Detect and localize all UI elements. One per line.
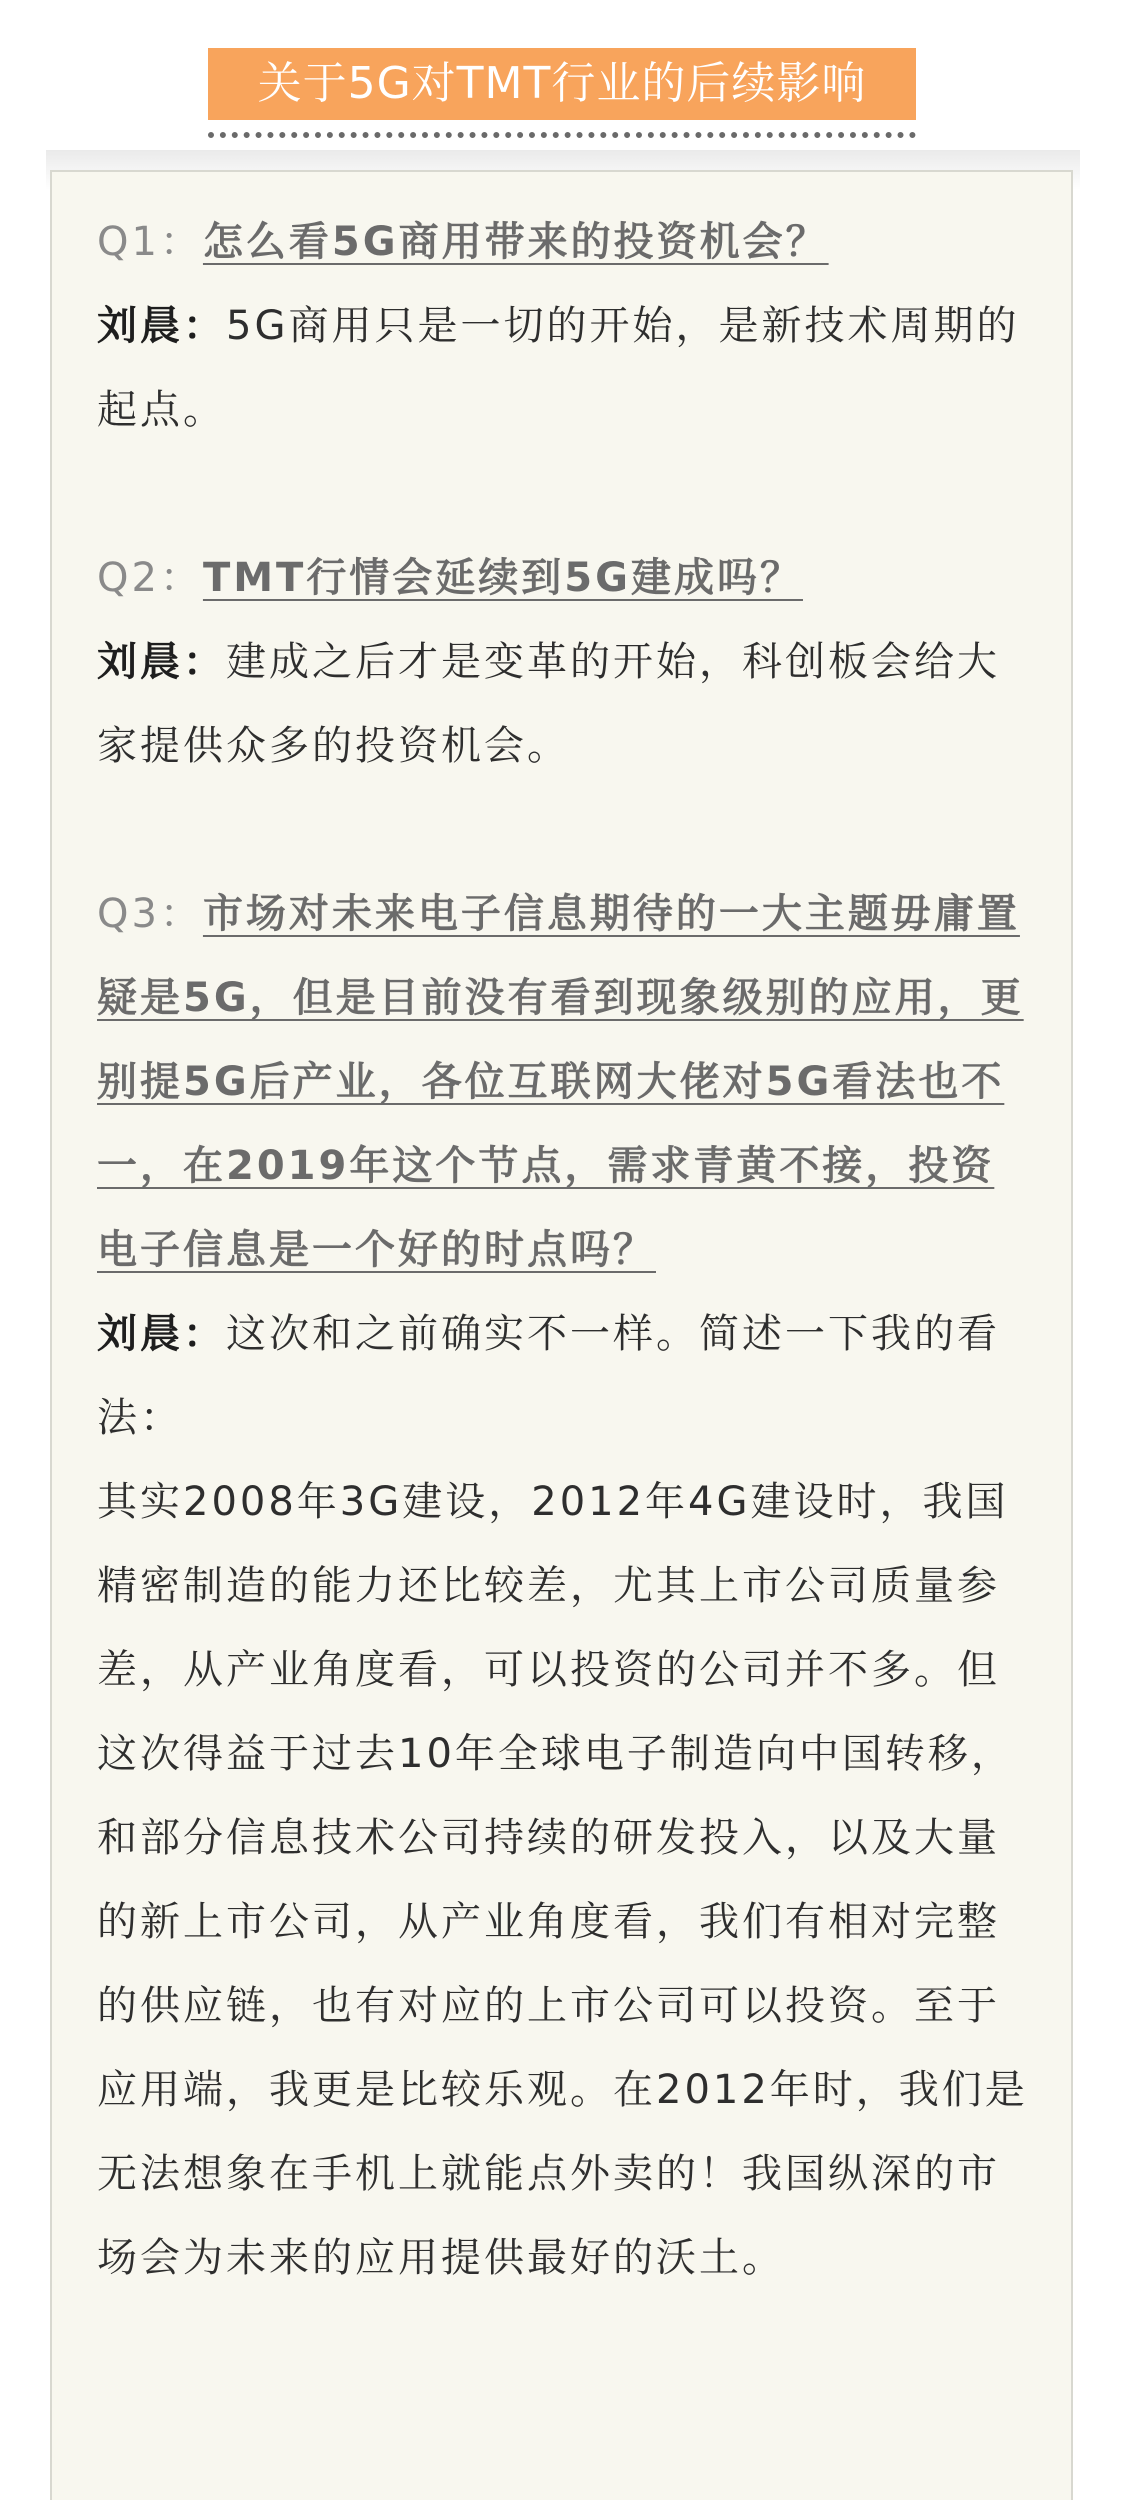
qa-item-1: [97, 200, 1030, 452]
answer-line: [97, 620, 1030, 788]
question-text: 怎么看5G商用带来的投资机会？: [202, 219, 829, 265]
question-number: Q3：: [97, 891, 203, 937]
section-title: 关于5G对TMT行业的后续影响: [208, 48, 916, 120]
answer-text: 这次和之前确实不一样。简述一下我的看法：: [97, 1311, 1000, 1441]
question-number: Q2：: [97, 555, 203, 601]
answer-line: [97, 1292, 1030, 1460]
question-text: 市场对未来电子信息期待的一大主题毋庸置疑是5G，但是目前没有看到现象级别的应用，更别提5G后产业，各位互联网大佬对5G看法也不一，在2019年这个节点，需求青黄不接，投资电子信息是一个好的时点吗？: [97, 891, 1024, 1273]
question-line: [97, 872, 1030, 1292]
question-number: Q1：: [97, 219, 203, 265]
speaker-name: 刘晨：: [97, 1311, 226, 1357]
speaker-name: 刘晨：: [97, 303, 226, 349]
qa-item-2: [97, 536, 1030, 788]
answer-line: [97, 284, 1030, 452]
question-text: TMT行情会延续到5G建成吗？: [202, 555, 803, 601]
answer-text: 5G商用只是一切的开始，是新技术周期的起点。: [97, 303, 1020, 433]
question-line: [97, 536, 1030, 620]
answer-paragraph: 其实2008年3G建设，2012年4G建设时，我国精密制造的能力还比较差，尤其上市公司质量参差，从产业角度看，可以投资的公司并不多。但这次得益于过去10年全球电子制造向中国转移，和部分信息技术公司持续的研发投入，以及大量的新上市公司，从产业角度看，我们有相对完整的供应链，也有对应的上市公司可以投资。至于应用端，我更是比较乐观。在2012年时，我们是无法想象在手机上就能点外卖的！我国纵深的市场会为未来的应用提供最好的沃土。: [97, 1479, 1028, 2281]
speaker-name: 刘晨：: [97, 639, 226, 685]
question-line: [97, 200, 1030, 284]
qa-content: [97, 200, 1030, 2384]
answer-text: 建成之后才是变革的开始，科创板会给大家提供众多的投资机会。: [97, 639, 1000, 769]
qa-item-3: [97, 872, 1030, 2300]
title-dotted-divider: [208, 132, 916, 138]
header: [0, 0, 1125, 150]
